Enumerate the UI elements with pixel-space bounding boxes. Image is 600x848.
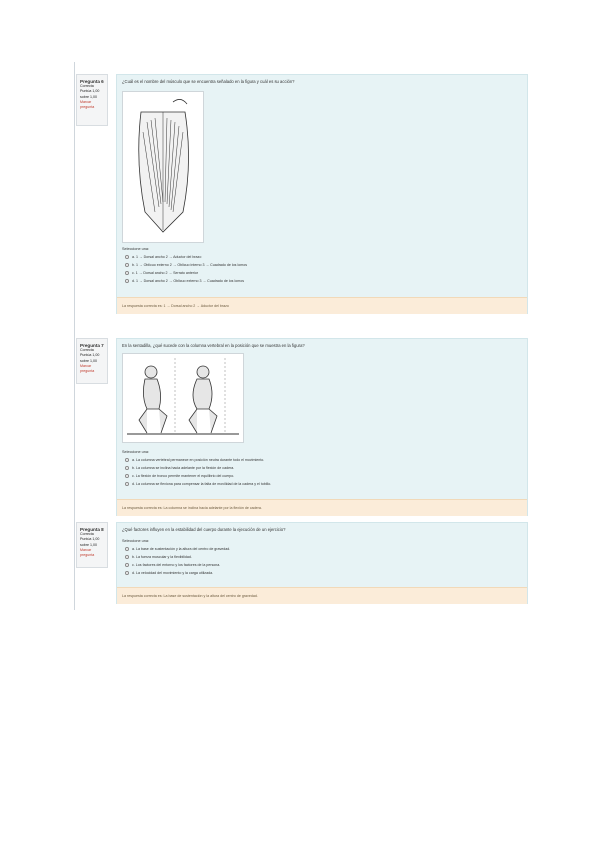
option-label: a. La columna vertebral permanece en posición neutra durante todo el movimiento. — [132, 458, 265, 462]
feedback-box — [117, 297, 527, 314]
option-label: d. La velocidad del movimiento y la carga utilizada. — [132, 571, 214, 575]
flag-question-link[interactable]: Marcar pregunta — [80, 99, 95, 110]
answer-option[interactable] — [125, 279, 244, 283]
option-label: a. La base de sustentación y la altura del centro de gravedad. — [132, 547, 231, 551]
radio-button[interactable] — [125, 571, 129, 575]
flag-question-link[interactable]: Marcar pregunta — [80, 363, 95, 374]
option-label: d. 1 → Dorsal ancho 2 → Oblicuo externo 3 → Cuadrado de los lomos — [132, 279, 245, 283]
squat-figure — [122, 353, 244, 443]
feedback-box — [117, 499, 527, 516]
question-number: Pregunta 6 — [80, 79, 104, 84]
feedback-box — [117, 587, 527, 604]
option-label: b. La columna se inclina hacia adelante por la flexión de cadera. — [132, 466, 235, 470]
question-content — [116, 338, 528, 516]
radio-button[interactable] — [125, 563, 129, 567]
select-label: Seleccione una: — [122, 247, 150, 251]
radio-button[interactable] — [125, 555, 129, 559]
radio-button[interactable] — [125, 474, 129, 478]
answer-option[interactable] — [125, 271, 198, 275]
option-label: c. 1 → Dorsal ancho 2 → Serrato anterior — [132, 271, 199, 275]
question-score: Puntúa 1,00 sobre 1,00 — [80, 537, 100, 547]
question-content — [116, 74, 528, 314]
radio-button[interactable] — [125, 466, 129, 470]
radio-button[interactable] — [125, 255, 129, 259]
radio-button[interactable] — [125, 263, 129, 267]
question-info — [76, 74, 108, 126]
option-label: c. La flexión de tronco permite mantener el equilibrio del cuerpo. — [132, 474, 235, 478]
question-number: Pregunta 8 — [80, 527, 104, 532]
answer-option[interactable] — [125, 474, 234, 478]
radio-button[interactable] — [125, 482, 129, 486]
correct-answer-text: La respuesta correcta es: 1 → Dorsal ancho 2 → Aductor del brazo — [122, 304, 229, 308]
question-score: Puntúa 1,00 sobre 1,00 — [80, 89, 100, 99]
question-card — [76, 338, 528, 516]
answer-option[interactable] — [125, 555, 192, 559]
option-label: b. La fuerza muscular y la flexibilidad. — [132, 555, 192, 559]
correct-answer-text: La respuesta correcta es: La base de sustentación y la altura del centro de gravedad. — [122, 594, 258, 598]
answer-option[interactable] — [125, 255, 201, 259]
answer-option[interactable] — [125, 547, 230, 551]
question-status: Correcta — [80, 348, 94, 353]
radio-button[interactable] — [125, 458, 129, 462]
question-card — [76, 522, 528, 604]
answer-option[interactable] — [125, 458, 264, 462]
radio-button[interactable] — [125, 271, 129, 275]
select-label: Seleccione una: — [122, 450, 150, 454]
radio-button[interactable] — [125, 279, 129, 283]
question-text: ¿Cuál es el nombre del músculo que se encuentra señalado en la figura y cuál es su acción? — [122, 79, 295, 84]
question-info — [76, 522, 108, 568]
answer-option[interactable] — [125, 466, 234, 470]
question-content — [116, 522, 528, 604]
answer-option[interactable] — [125, 482, 271, 486]
question-number: Pregunta 7 — [80, 343, 104, 348]
question-card — [76, 74, 528, 314]
option-label: a. 1 → Dorsal ancho 2 → Aductor del brazo — [132, 255, 202, 259]
radio-button[interactable] — [125, 547, 129, 551]
answer-option[interactable] — [125, 263, 247, 267]
question-text: En la sentadilla, ¿qué sucede con la columna vertebral en la posición que se muestra en la figura? — [122, 343, 305, 348]
flag-question-link[interactable]: Marcar pregunta — [80, 547, 95, 558]
question-text: ¿Qué factores influyen en la estabilidad del cuerpo durante la ejecución de un ejercicio? — [122, 527, 286, 532]
question-score: Puntúa 1,00 sobre 1,00 — [80, 353, 100, 363]
page-margin-line — [74, 62, 75, 610]
question-status: Correcta — [80, 84, 94, 89]
question-status: Correcta — [80, 532, 94, 537]
option-label: b. 1 → Oblicuo externo 2 → Oblicuo interno 3 → Cuadrado de los lomos — [132, 263, 248, 267]
question-info — [76, 338, 108, 384]
option-label: c. Los factores del entorno y los factores de la persona. — [132, 563, 221, 567]
answer-option[interactable] — [125, 571, 213, 575]
answer-option[interactable] — [125, 563, 220, 567]
correct-answer-text: La respuesta correcta es: La columna se inclina hacia adelante por la flexión de cadera. — [122, 506, 262, 510]
select-label: Seleccione una: — [122, 539, 150, 543]
back-muscles-figure — [122, 91, 204, 243]
option-label: d. La columna se flexiona para compensar la falta de movilidad de la cadera y el tobillo. — [132, 482, 272, 486]
